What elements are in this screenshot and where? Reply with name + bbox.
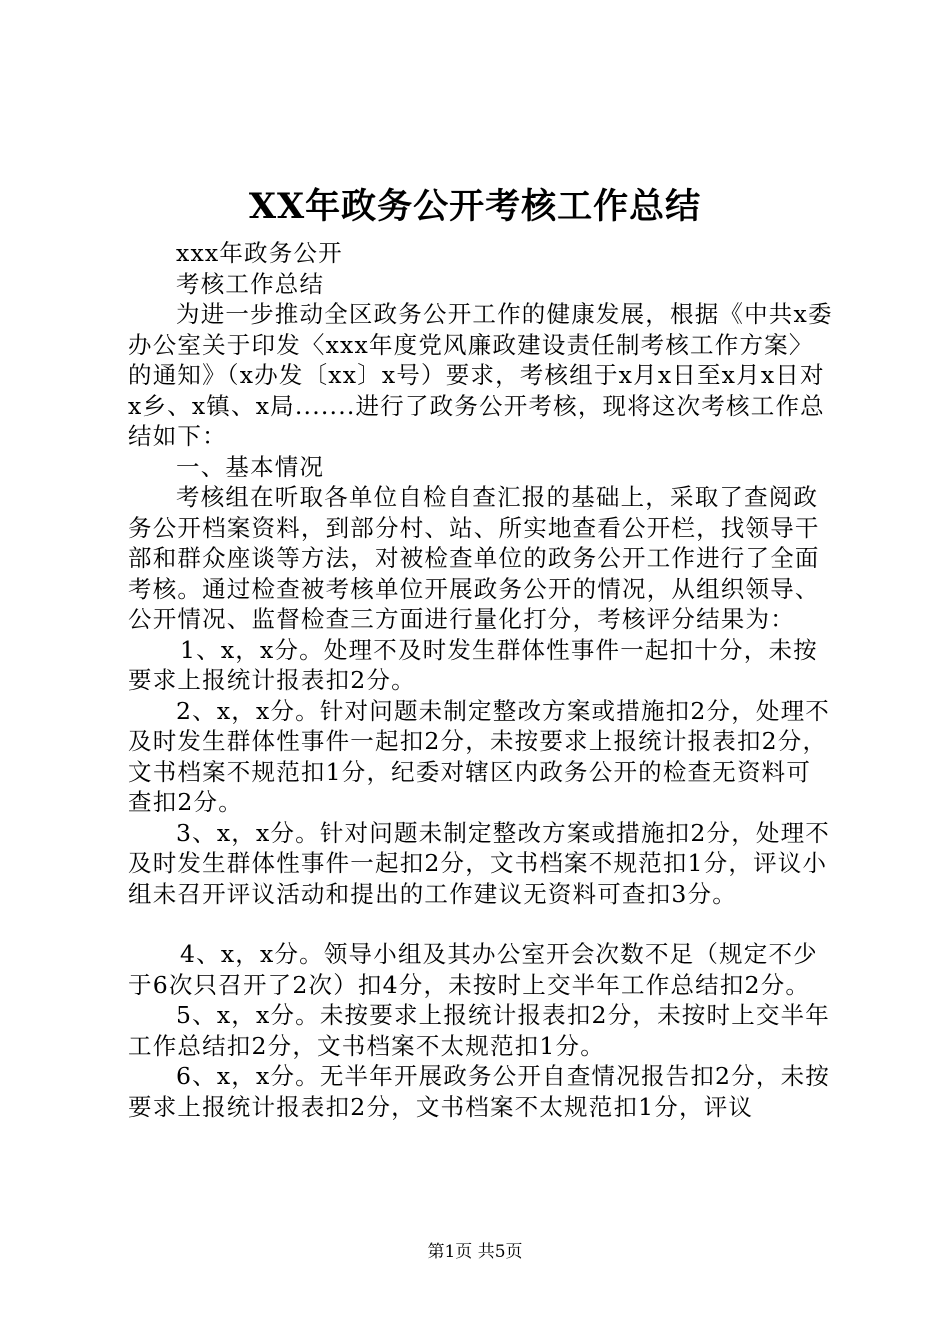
page-number-footer: 第1页 共5页 xyxy=(427,1242,523,1262)
result-item-3: 3、x，x分。针对问题未制定整改方案或措施扣2分，处理不及时发生群体性事件一起扣2分，文书档案不规范扣1分，评议小组未召开评议活动和提出的工作建议无资料可查扣3分。 xyxy=(128,818,831,908)
intro-paragraph: 为进一步推动全区政务公开工作的健康发展，根据《中共x委办公室关于印发〈xxx年度党风廉政建设责任制考核工作方案〉的通知》（x办发〔xx〕x号）要求，考核组于x月x日至x月x日对x乡、x镇、x局.......进行了政务公开考核，现将这次考核工作总结如下： xyxy=(128,300,833,450)
result-item-6: 6、x，x分。无半年开展政务公开自查情况报告扣2分，未按要求上报统计报表扣2分，文书档案不太规范扣1分，评议 xyxy=(128,1062,831,1121)
result-item-5: 5、x，x分。未按要求上报统计报表扣2分，未按时上交半年工作总结扣2分，文书档案不太规范扣1分。 xyxy=(128,1001,831,1060)
document-title: XX年政务公开考核工作总结 xyxy=(248,186,702,227)
section-heading-basic-situation: 一、基本情况 xyxy=(176,452,325,481)
subtitle-line-2: 考核工作总结 xyxy=(176,269,325,298)
result-item-4: 4、x，x分。领导小组及其办公室开会次数不足（规定不少于6次只召开了2次）扣4分，未按时上交半年工作总结扣2分。 xyxy=(128,940,818,999)
blank-line xyxy=(128,909,833,939)
assessment-method-paragraph: 考核组在听取各单位自检自查汇报的基础上，采取了查阅政务公开档案资料，到部分村、站、所实地查看公开栏，找领导干部和群众座谈等方法，对被检查单位的政务公开工作进行了全面考核。通过检查被考核单位开展政务公开的情况，从组织领导、公开情况、监督检查三方面进行量化打分，考核评分结果为： xyxy=(128,483,820,633)
document-body xyxy=(128,238,833,1122)
result-item-1: 1、x，x分。处理不及时发生群体性事件一起扣十分，未按要求上报统计报表扣2分。 xyxy=(128,635,818,694)
result-item-2: 2、x，x分。针对问题未制定整改方案或措施扣2分，处理不及时发生群体性事件一起扣2分，未按要求上报统计报表扣2分，文书档案不规范扣1分，纪委对辖区内政务公开的检查无资料可查扣2分。 xyxy=(128,696,831,816)
subtitle-line-1: xxx年政务公开 xyxy=(176,239,343,267)
